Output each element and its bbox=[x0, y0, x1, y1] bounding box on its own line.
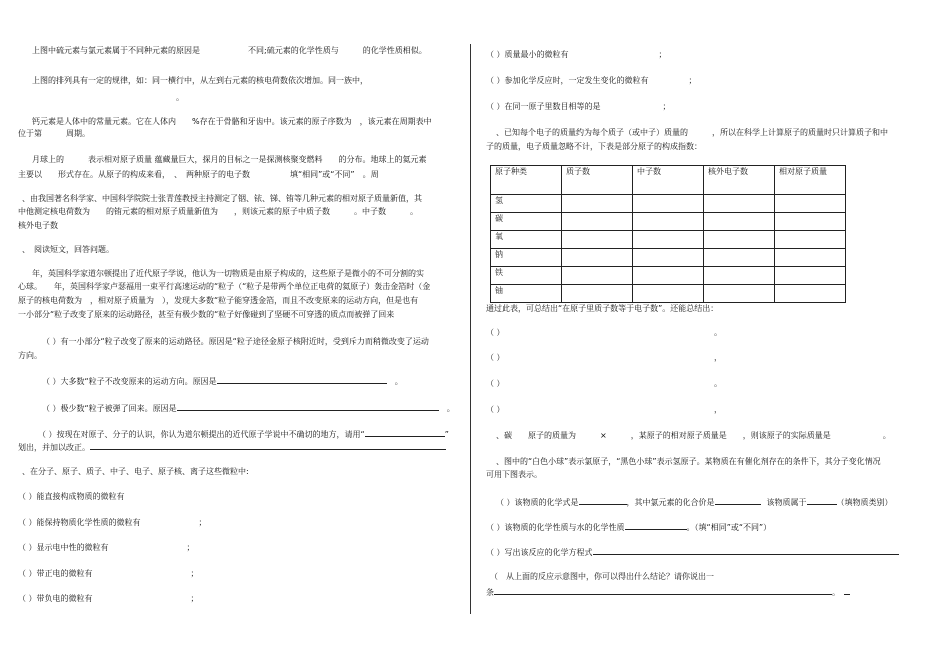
table-cell[interactable] bbox=[633, 195, 704, 213]
answer-blank[interactable] bbox=[494, 586, 832, 595]
text-line bbox=[18, 569, 460, 579]
text-line: 位于第 周期。 bbox=[18, 129, 90, 138]
table-cell[interactable] bbox=[562, 267, 633, 285]
question-text: （ ）该物质的化学性质与水的化学性质 bbox=[486, 523, 625, 532]
text-line: 原子的核电荷数为 ，相对原子质量为 ），发现大多数“粒子能穿透金箔，而且不改变原来的运动方向，但是也有 bbox=[18, 296, 419, 305]
text-line bbox=[486, 328, 926, 338]
text-line bbox=[486, 586, 926, 598]
table-cell[interactable] bbox=[562, 285, 633, 303]
table-cell[interactable] bbox=[704, 195, 775, 213]
text-line: 、图中的“白色小球”表示氯原子，“黑色小球”表示氢原子。某物质在有催化剂存在的条件下，其分子变化情况 bbox=[496, 457, 881, 466]
question-text: 。（填“相同”或“不同”） bbox=[686, 523, 772, 532]
item-marker: （ ） bbox=[486, 328, 505, 337]
question-text: （ ）该物质的化学式是 bbox=[496, 498, 579, 507]
table-row bbox=[491, 213, 846, 231]
question-text: （ ）按现在对原子、分子的认识，你认为道尔顿提出的近代原子学说中不确切的地方，请用“ bbox=[38, 430, 365, 439]
answer-blank[interactable] bbox=[177, 402, 439, 411]
table-header: 中子数 bbox=[633, 166, 704, 195]
table-row bbox=[491, 285, 846, 303]
text-line: 、 阅读短文，回答问题。 bbox=[22, 245, 114, 254]
text-line: 心球。 年，英国科学家卢瑟福用一束平行高速运动的“粒子（“粒子是带两个单位正电荷的氦原子）轰击金箔时（金 bbox=[18, 282, 431, 291]
question-text: ，其中氯元素的化合价是 bbox=[626, 498, 715, 507]
table-row bbox=[491, 231, 846, 249]
table-cell[interactable] bbox=[562, 231, 633, 249]
text-line: 主要以 形式存在。从原子的构成来看， 、 两种原子的电子数 填“相同”或“不同” 。周 bbox=[18, 170, 379, 179]
text-line: 年，英国科学家道尔顿提出了近代原子学说，他认为一切物质是由原子构成的，这些原子是微小的不可分割的实 bbox=[32, 269, 424, 278]
table-cell[interactable] bbox=[704, 249, 775, 267]
table-cell[interactable] bbox=[775, 213, 846, 231]
atom-name: 铁 bbox=[491, 267, 562, 285]
table-cell[interactable] bbox=[633, 213, 704, 231]
item-marker: （ ） bbox=[486, 353, 505, 362]
table-cell[interactable] bbox=[775, 231, 846, 249]
table-header: 核外电子数 bbox=[704, 166, 775, 195]
text-line bbox=[18, 594, 460, 604]
text-line: 、在分子、原子、质子、中子、电子、原子核、离子这些微粒中: bbox=[22, 467, 249, 476]
table-cell[interactable] bbox=[562, 213, 633, 231]
text-line: 。 bbox=[176, 93, 184, 102]
table-cell[interactable] bbox=[775, 249, 846, 267]
text-line bbox=[486, 521, 926, 533]
punctuation: ； bbox=[198, 518, 207, 527]
punctuation: 。 bbox=[714, 328, 722, 337]
text-line bbox=[486, 50, 926, 60]
question-text: （ ）带负电的微粒有 bbox=[18, 594, 93, 603]
punctuation: ； bbox=[186, 543, 195, 552]
text-line: 中他测定核电荷数为 的铕元素的相对原子质量新值为 ，则该元素的原子中质子数 。中子数 。 bbox=[18, 207, 418, 216]
punctuation: ， bbox=[714, 353, 722, 362]
table-cell[interactable] bbox=[775, 195, 846, 213]
text-line bbox=[42, 402, 460, 414]
table-header: 质子数 bbox=[562, 166, 633, 195]
question-text: （ ）大多数“粒子不改变原来的运动方向。原因是 bbox=[42, 377, 217, 386]
text-line: 、已知每个电子的质量约为每个质子（或中子）质量的 ，所以在科学上计算原子的质量时只计算质子和中 bbox=[496, 128, 888, 137]
atom-name: 氢 bbox=[491, 195, 562, 213]
text-line bbox=[18, 441, 460, 453]
answer-blank[interactable] bbox=[625, 521, 687, 530]
table-cell[interactable] bbox=[704, 231, 775, 249]
text-line bbox=[496, 496, 926, 508]
atom-name: 钠 bbox=[491, 249, 562, 267]
text-line: 、由我国著名科学家、中国科学院院士张青莲教授主持测定了铟、铱、锑、铕等几种元素的相对原子质量新值，其 bbox=[22, 194, 422, 203]
atom-name: 氧 bbox=[491, 231, 562, 249]
punctuation: 。 bbox=[832, 588, 840, 597]
column-divider bbox=[470, 44, 471, 614]
punctuation: 。 bbox=[714, 379, 722, 388]
table-cell[interactable] bbox=[633, 249, 704, 267]
answer-blank[interactable] bbox=[844, 586, 850, 595]
text-line: （ 从上面的反应示意图中，你可以得出什么结论？请你说出一 bbox=[490, 572, 714, 581]
text-line: 可用下图表示。 bbox=[486, 470, 542, 479]
atom-name: 碳 bbox=[491, 213, 562, 231]
category-blank[interactable] bbox=[807, 496, 837, 505]
text-line: （ ）能直接构成物质的微粒有 bbox=[18, 492, 125, 501]
question-text: （ ）带正电的微粒有 bbox=[18, 569, 93, 578]
atom-name: 铀 bbox=[491, 285, 562, 303]
text-line bbox=[486, 353, 926, 363]
text-line bbox=[18, 518, 460, 528]
text-line bbox=[42, 375, 460, 387]
right-column bbox=[486, 0, 926, 658]
table-cell[interactable] bbox=[633, 267, 704, 285]
formula-blank[interactable] bbox=[579, 496, 627, 505]
text-line: 一小部分“粒子改变了原来的运动路径，甚至有极少数的“粒子好像碰到了坚硬不可穿透的质点而被弹了回来 bbox=[18, 310, 395, 319]
text-line bbox=[486, 102, 926, 112]
question-text: 划出，并加以改正。 bbox=[18, 443, 90, 452]
table-row bbox=[491, 195, 846, 213]
table-header: 相对原子质量 bbox=[775, 166, 846, 195]
question-text: （ ）显示电中性的微粒有 bbox=[18, 543, 109, 552]
question-text: （ ）极少数“粒子被弹了回来。原因是 bbox=[42, 404, 177, 413]
punctuation: ； bbox=[190, 569, 199, 578]
punctuation: ； bbox=[190, 594, 199, 603]
punctuation: 。 bbox=[882, 431, 891, 440]
answer-blank[interactable] bbox=[217, 375, 387, 384]
text-line: 通过此表，可总结出“在原子里质子数等于电子数”。还能总结出： bbox=[486, 304, 719, 313]
punctuation: 。 bbox=[394, 377, 403, 386]
punctuation: ” bbox=[444, 430, 449, 439]
question-text: 该物质属于 bbox=[766, 498, 807, 507]
text-line: 核外电子数 bbox=[18, 221, 58, 230]
table-cell[interactable] bbox=[633, 231, 704, 249]
text-line: 上图的排列具有一定的规律，如：同一横行中，从左到右元素的核电荷数依次增加。同一族中， bbox=[32, 76, 368, 85]
table-cell[interactable] bbox=[775, 285, 846, 303]
text-line: 子的质量，电子质量忽略不计，下表是部分原子的构成指数： bbox=[486, 142, 702, 151]
item-marker: （ ） bbox=[486, 379, 505, 388]
table-cell[interactable] bbox=[704, 285, 775, 303]
text-line bbox=[486, 76, 926, 86]
table-header: 原子种类 bbox=[491, 166, 562, 195]
question-text: 条 bbox=[486, 588, 494, 597]
text-line bbox=[486, 379, 926, 389]
answer-blank[interactable] bbox=[365, 428, 445, 437]
valence-blank[interactable] bbox=[715, 496, 761, 505]
table-row bbox=[491, 267, 846, 285]
text-line: 方向。 bbox=[18, 351, 42, 360]
item-marker: （ ） bbox=[486, 405, 505, 414]
punctuation: ； bbox=[658, 50, 667, 59]
text-line: 钙元素是人体中的常量元素。它在人体内 %存在于骨骼和牙齿中。该元素的原子序数为 ，该元素在周期表中 bbox=[32, 117, 432, 126]
punctuation: ； bbox=[662, 102, 671, 111]
answer-blank[interactable] bbox=[90, 441, 446, 450]
punctuation: 。 bbox=[446, 404, 455, 413]
table-cell[interactable] bbox=[562, 249, 633, 267]
table-cell[interactable] bbox=[633, 285, 704, 303]
text-line bbox=[38, 428, 460, 440]
text-line: 上图中硫元素与氯元素属于不同种元素的原因是 不同;硫元素的化学性质与 的化学性质相似。 bbox=[32, 46, 427, 55]
text-line bbox=[486, 405, 926, 415]
table-cell[interactable] bbox=[704, 267, 775, 285]
text-line: 月球上的 表示相对原子质量 蕴藏量巨大，探月的目标之一是探测核聚变燃料 的分布。地球上的氦元素 bbox=[32, 155, 427, 164]
table-row bbox=[491, 249, 846, 267]
table-cell[interactable] bbox=[775, 267, 846, 285]
equation-blank[interactable] bbox=[593, 546, 899, 555]
table-header-row bbox=[491, 166, 846, 195]
table-cell[interactable] bbox=[562, 195, 633, 213]
question-text: （ ）在同一原子里数目相等的是 bbox=[486, 102, 601, 111]
question-text: （ ）写出该反应的化学方程式 bbox=[486, 548, 593, 557]
punctuation: ， bbox=[714, 405, 722, 414]
table-cell[interactable] bbox=[704, 213, 775, 231]
question-text: （ ）能保持物质化学性质的微粒有 bbox=[18, 518, 141, 527]
left-column bbox=[18, 0, 460, 658]
punctuation: ； bbox=[688, 76, 697, 85]
text-line bbox=[18, 543, 460, 553]
question-text: （填物质类别） bbox=[836, 498, 893, 507]
text-line bbox=[486, 546, 926, 558]
text-line bbox=[496, 431, 926, 441]
question-text: （ ）质量最小的微粒有 bbox=[486, 50, 569, 59]
question-text: 、碳 原子的质量为 × ，某原子的相对原子质量是 ，则该原子的实际质量是 bbox=[496, 431, 831, 440]
question-text: （ ）参加化学反应时，一定发生变化的微粒有 bbox=[486, 76, 649, 85]
text-line: （ ）有一小部分“粒子改变了原来的运动路径。原因是“粒子途径金原子核附近时，受到斥力而稍微改变了运动 bbox=[42, 337, 429, 346]
atom-composition-table bbox=[490, 165, 846, 303]
